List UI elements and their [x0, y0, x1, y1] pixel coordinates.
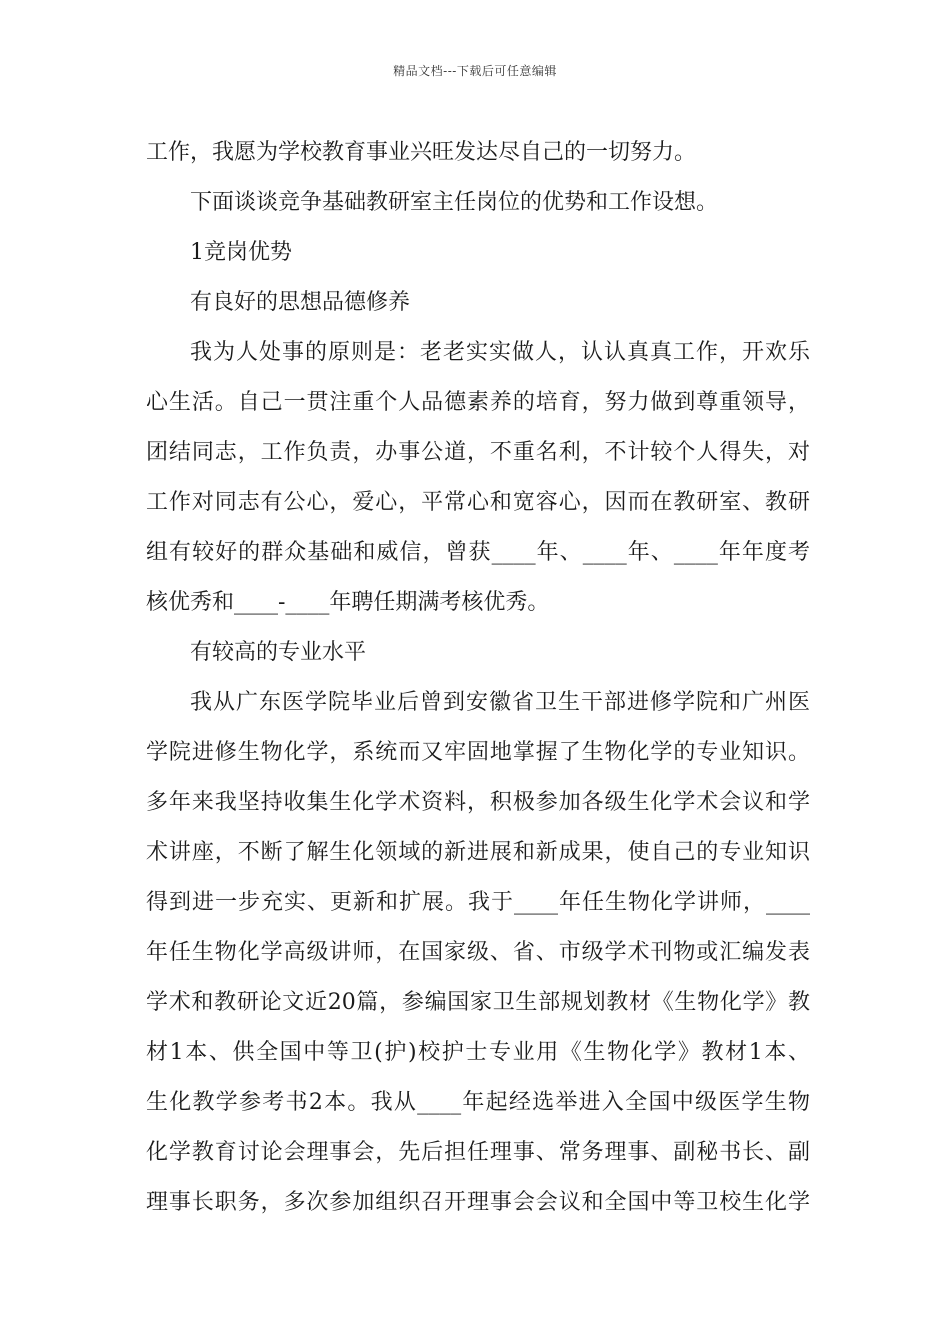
text-line: 理事长职务，多次参加组织召开理事会会议和全国中等卫校生化学: [146, 1190, 810, 1215]
section-heading: 1竞岗优势: [190, 240, 292, 265]
text-line: 下面谈谈竞争基础教研室主任岗位的优势和工作设想。: [190, 190, 719, 215]
text-line: 组有较好的群众基础和威信，曾获____年、____年、____年年度考: [146, 540, 810, 565]
text-line: 团结同志，工作负责，办事公道，不重名利，不计较个人得失，对: [146, 440, 810, 465]
text-line: 年任生物化学高级讲师，在国家级、省、市级学术刊物或汇编发表: [146, 940, 810, 965]
text-line: 化学教育讨论会理事会，先后担任理事、常务理事、副秘书长、副: [146, 1140, 810, 1165]
page-header: 精品文档---下载后可任意编辑: [393, 64, 557, 78]
text-line: 工作，我愿为学校教育事业兴旺发达尽自己的一切努力。: [146, 140, 697, 165]
text-line: 学院进修生物化学，系统而又牢固地掌握了生物化学的专业知识。: [146, 740, 810, 765]
text-line: 术讲座，不断了解生化领域的新进展和新成果，使自己的专业知识: [146, 840, 810, 865]
text-line: 我为人处事的原则是：老老实实做人，认认真真工作，开欢乐: [190, 340, 810, 365]
document-body: [146, 128, 810, 1228]
text-line: 学术和教研论文近20篇，参编国家卫生部规划教材《生物化学》教: [146, 990, 810, 1015]
text-line: 得到进一步充实、更新和扩展。我于____年任生物化学讲师，____: [146, 890, 810, 915]
text-line: 材1本、供全国中等卫(护)校护士专业用《生物化学》教材1本、: [146, 1040, 810, 1065]
subsection-heading: 有良好的思想品德修养: [190, 290, 411, 315]
text-line: 核优秀和____-____年聘任期满考核优秀。: [146, 590, 550, 615]
text-line: 心生活。自己一贯注重个人品德素养的培育，努力做到尊重领导，: [146, 390, 810, 415]
text-line: 生化教学参考书2本。我从____年起经选举进入全国中级医学生物: [146, 1090, 810, 1115]
text-line: 我从广东医学院毕业后曾到安徽省卫生干部进修学院和广州医: [190, 690, 810, 715]
text-line: 多年来我坚持收集生化学术资料，积极参加各级生化学术会议和学: [146, 790, 810, 815]
text-line: 工作对同志有公心，爱心，平常心和宽容心，因而在教研室、教研: [146, 490, 810, 515]
subsection-heading: 有较高的专业水平: [190, 640, 367, 665]
